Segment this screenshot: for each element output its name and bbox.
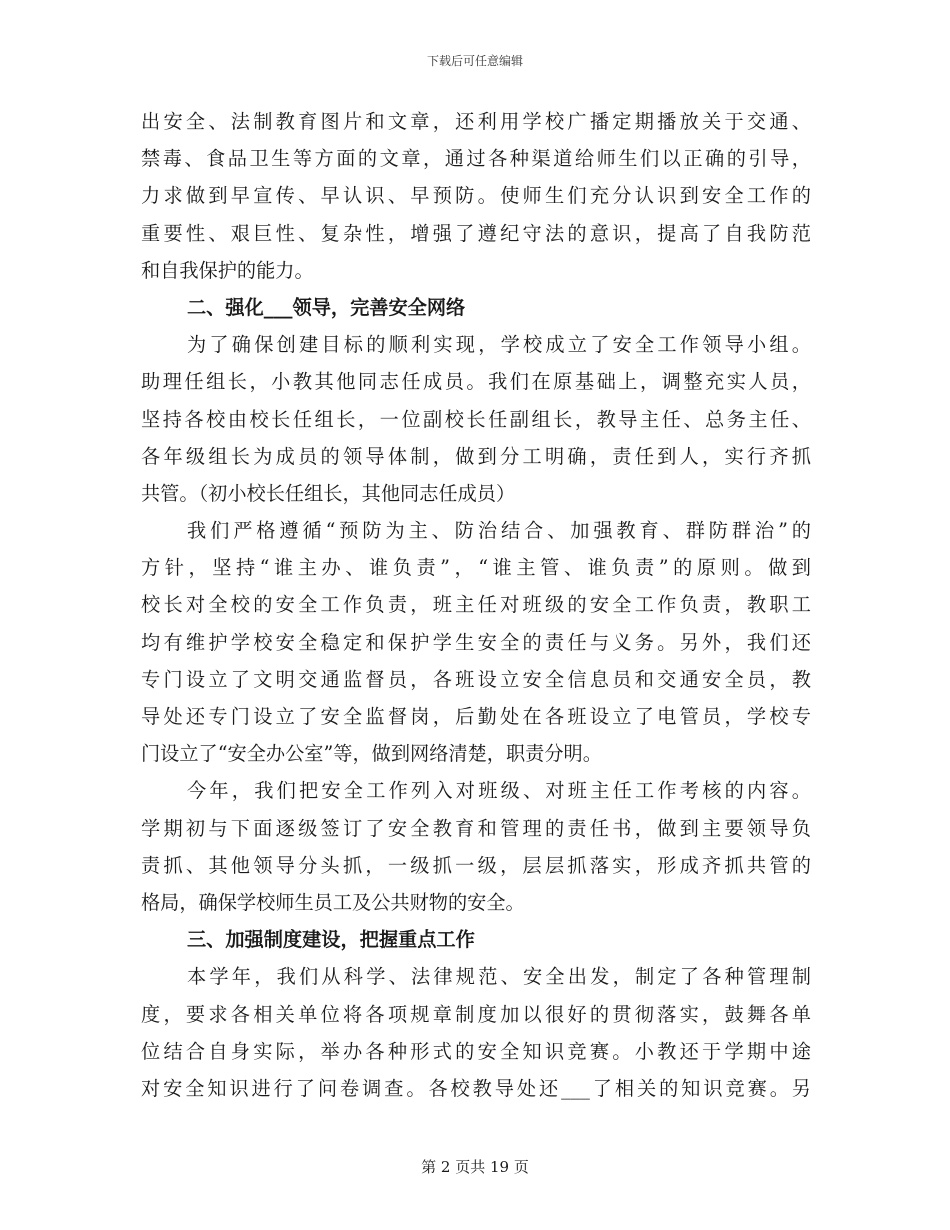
text-line: 学期初与下面逐级签订了安全教育和管理的责任书，做到主要领导负 — [141, 816, 811, 840]
text-line: 均有维护学校安全稳定和保护学生安全的责任与义务。另外，我们还 — [141, 630, 811, 654]
text-line: 门设立了“安全办公室”等，做到网络清楚，职责分明。 — [141, 742, 602, 766]
text-line: 各年级组长为成员的领导体制，做到分工明确，责任到人，实行齐抓 — [141, 444, 811, 468]
text-line: 度，要求各相关单位将各项规章制度加以很好的贯彻落实，鼓舞各单 — [141, 1002, 811, 1026]
text-line: 校长对全校的安全工作负责，班主任对班级的安全工作负责，教职工 — [141, 593, 811, 617]
text-line: 出安全、法制教育图片和文章，还利用学校广播定期播放关于交通、 — [141, 110, 811, 133]
text-line: 禁毒、食品卫生等方面的文章，通过各种渠道给师生们以正确的引导， — [141, 147, 811, 171]
page-number-footer: 第 2 页共 19 页 — [421, 1158, 529, 1176]
text-line: 本学年，我们从科学、法律规范、安全出发，制定了各种管理制 — [187, 965, 811, 989]
text-line: 共管。（初小校长任组长，其他同志任成员） — [141, 481, 516, 505]
text-line: 坚持各校由校长任组长，一位副校长任副组长，教导主任、总务主任、 — [141, 407, 811, 431]
text-line: 助理任组长，小教其他同志任成员。我们在原基础上，调整充实人员， — [141, 370, 811, 394]
text-line: 今年，我们把安全工作列入对班级、对班主任工作考核的内容。 — [187, 779, 811, 803]
text-line: 专门设立了文明交通监督员，各班设立安全信息员和交通安全员，教 — [141, 667, 811, 691]
section-heading: 三、加强制度建设，把握重点工作 — [187, 928, 475, 952]
text-line: 责抓、其他领导分头抓，一级抓一级，层层抓落实，形成齐抓共管的 — [141, 853, 811, 877]
text-line: 导处还专门设立了安全监督岗，后勤处在各班设立了电管员，学校专 — [141, 705, 811, 728]
text-line: 和自我保护的能力。 — [141, 258, 314, 282]
text-line: 重要性、艰巨性、复杂性，增强了遵纪守法的意识，提高了自我防范 — [141, 221, 811, 245]
document-body — [141, 103, 811, 1107]
text-line: 对安全知识进行了问卷调查。各校教导处还___了相关的知识竞赛。另 — [141, 1076, 811, 1100]
text-line: 格局，确保学校师生员工及公共财物的安全。 — [141, 890, 525, 914]
text-line: 方针，坚持“谁主办、谁负责”，“谁主管、谁负责”的原则。做到 — [141, 556, 811, 580]
text-line: 位结合自身实际，举办各种形式的安全知识竞赛。小教还于学期中途 — [141, 1039, 811, 1063]
text-line: 力求做到早宣传、早认识、早预防。使师生们充分认识到安全工作的 — [141, 184, 811, 208]
page-header: 下载后可任意编辑 — [426, 54, 523, 68]
section-heading: 二、强化___领导，完善安全网络 — [187, 295, 466, 319]
text-line: 我们严格遵循“预防为主、防治结合、加强教育、群防群治”的 — [187, 519, 811, 543]
text-line: 为了确保创建目标的顺利实现，学校成立了安全工作领导小组。 — [187, 333, 811, 357]
